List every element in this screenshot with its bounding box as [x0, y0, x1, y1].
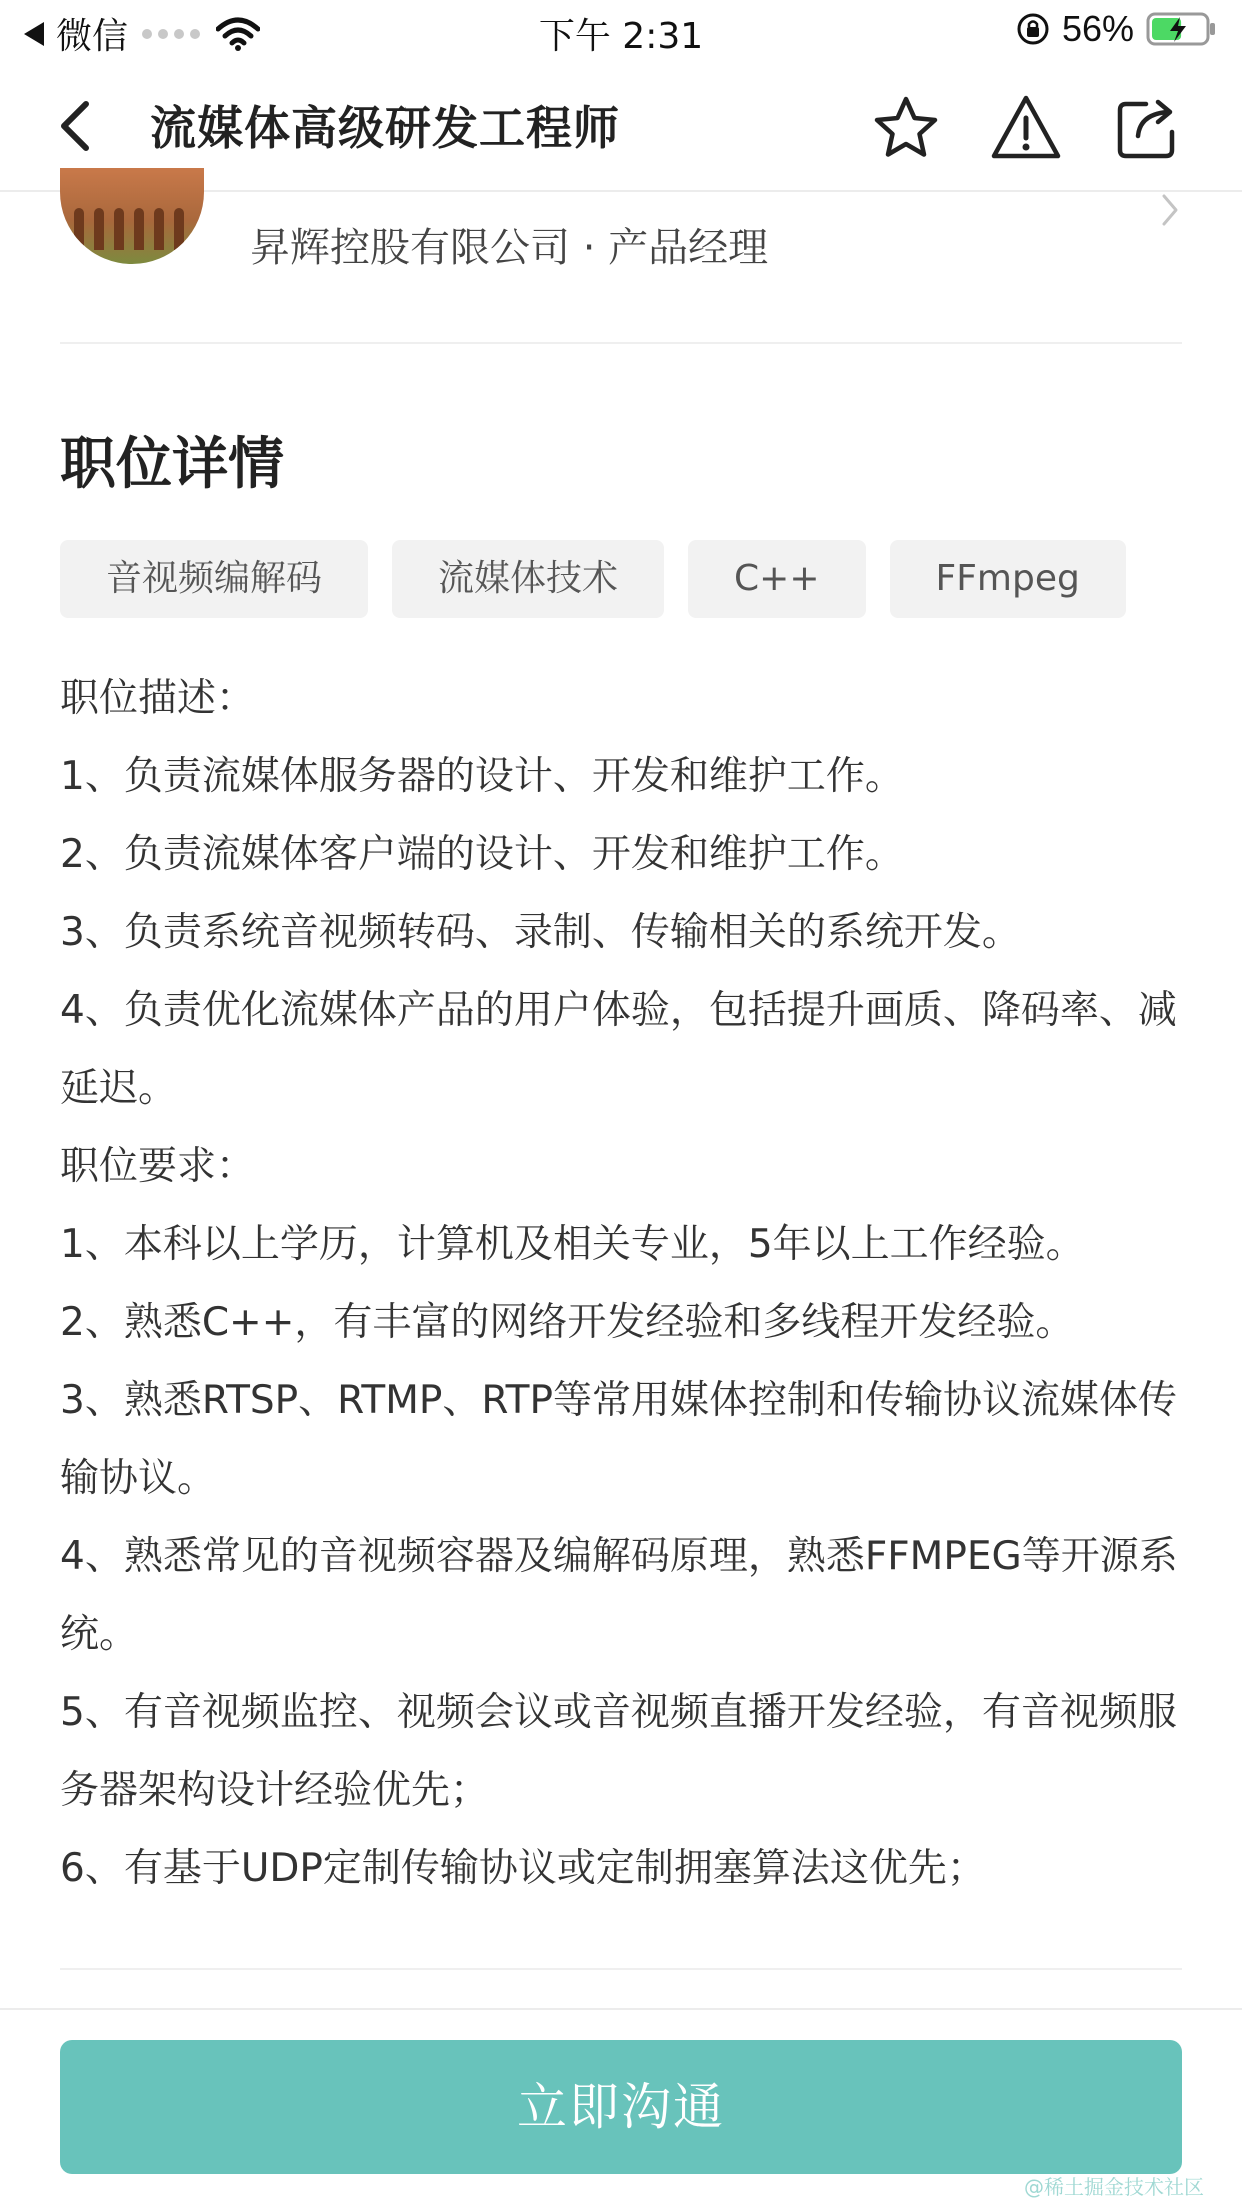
status-bar — [0, 0, 1242, 62]
requirement-line: 5、有音视频监控、视频会议或音视频直播开发经验，有音视频服务器架构设计经验优先； — [60, 1690, 1177, 1813]
tag: 流媒体技术 — [392, 540, 664, 618]
divider — [60, 1968, 1182, 1970]
tag: FFmpeg — [890, 540, 1126, 618]
chevron-right-icon — [1158, 190, 1182, 230]
company-info: 昇辉控股有限公司 · 产品经理 — [250, 225, 769, 271]
job-description — [60, 660, 1190, 1908]
description-heading: 职位描述： — [60, 676, 256, 721]
description-line: 4、负责优化流媒体产品的用户体验，包括提升画质、降码率、减延迟。 — [60, 988, 1177, 1111]
tag-list — [60, 540, 1126, 618]
battery-icon — [1146, 11, 1218, 47]
page-title: 流媒体高级研发工程师 — [150, 101, 620, 155]
description-line: 2、负责流媒体客户端的设计、开发和维护工作。 — [60, 832, 904, 877]
battery-percent: 56% — [1061, 8, 1134, 49]
description-line: 1、负责流媒体服务器的设计、开发和维护工作。 — [60, 754, 904, 799]
chevron-left-icon[interactable] — [50, 96, 100, 156]
status-time: 下午 2:31 — [538, 16, 704, 57]
company-row[interactable] — [60, 190, 1182, 344]
status-right — [1016, 8, 1218, 50]
requirement-line: 2、熟悉C++，有丰富的网络开发经验和多线程开发经验。 — [60, 1300, 1075, 1345]
requirement-line: 4、熟悉常见的音视频容器及编解码原理，熟悉FFMPEG等开源系统。 — [60, 1534, 1178, 1657]
requirement-line: 1、本科以上学历，计算机及相关专业，5年以上工作经验。 — [60, 1222, 1085, 1267]
share-icon[interactable] — [1110, 92, 1182, 164]
bottom-bar — [0, 2008, 1242, 2210]
tag: C++ — [688, 540, 865, 618]
requirement-line: 3、熟悉RTSP、RTMP、RTP等常用媒体控制和传输协议流媒体传输协议。 — [60, 1378, 1178, 1501]
star-icon[interactable] — [870, 92, 942, 164]
section-title: 职位详情 — [60, 432, 284, 497]
description-line: 3、负责系统音视频转码、录制、传输相关的系统开发。 — [60, 910, 1021, 955]
orientation-lock-icon — [1016, 12, 1050, 46]
company-avatar — [60, 168, 204, 264]
tag: 音视频编解码 — [60, 540, 368, 618]
requirements-heading: 职位要求： — [60, 1144, 256, 1189]
chat-now-button[interactable]: 立即沟通 — [60, 2040, 1182, 2174]
watermark: @稀土掘金技术社区 — [1024, 2175, 1204, 2199]
requirement-line: 6、有基于UDP定制传输协议或定制拥塞算法这优先； — [60, 1846, 986, 1891]
carrier-label: 微信 — [56, 16, 129, 57]
warning-icon[interactable] — [990, 92, 1062, 164]
